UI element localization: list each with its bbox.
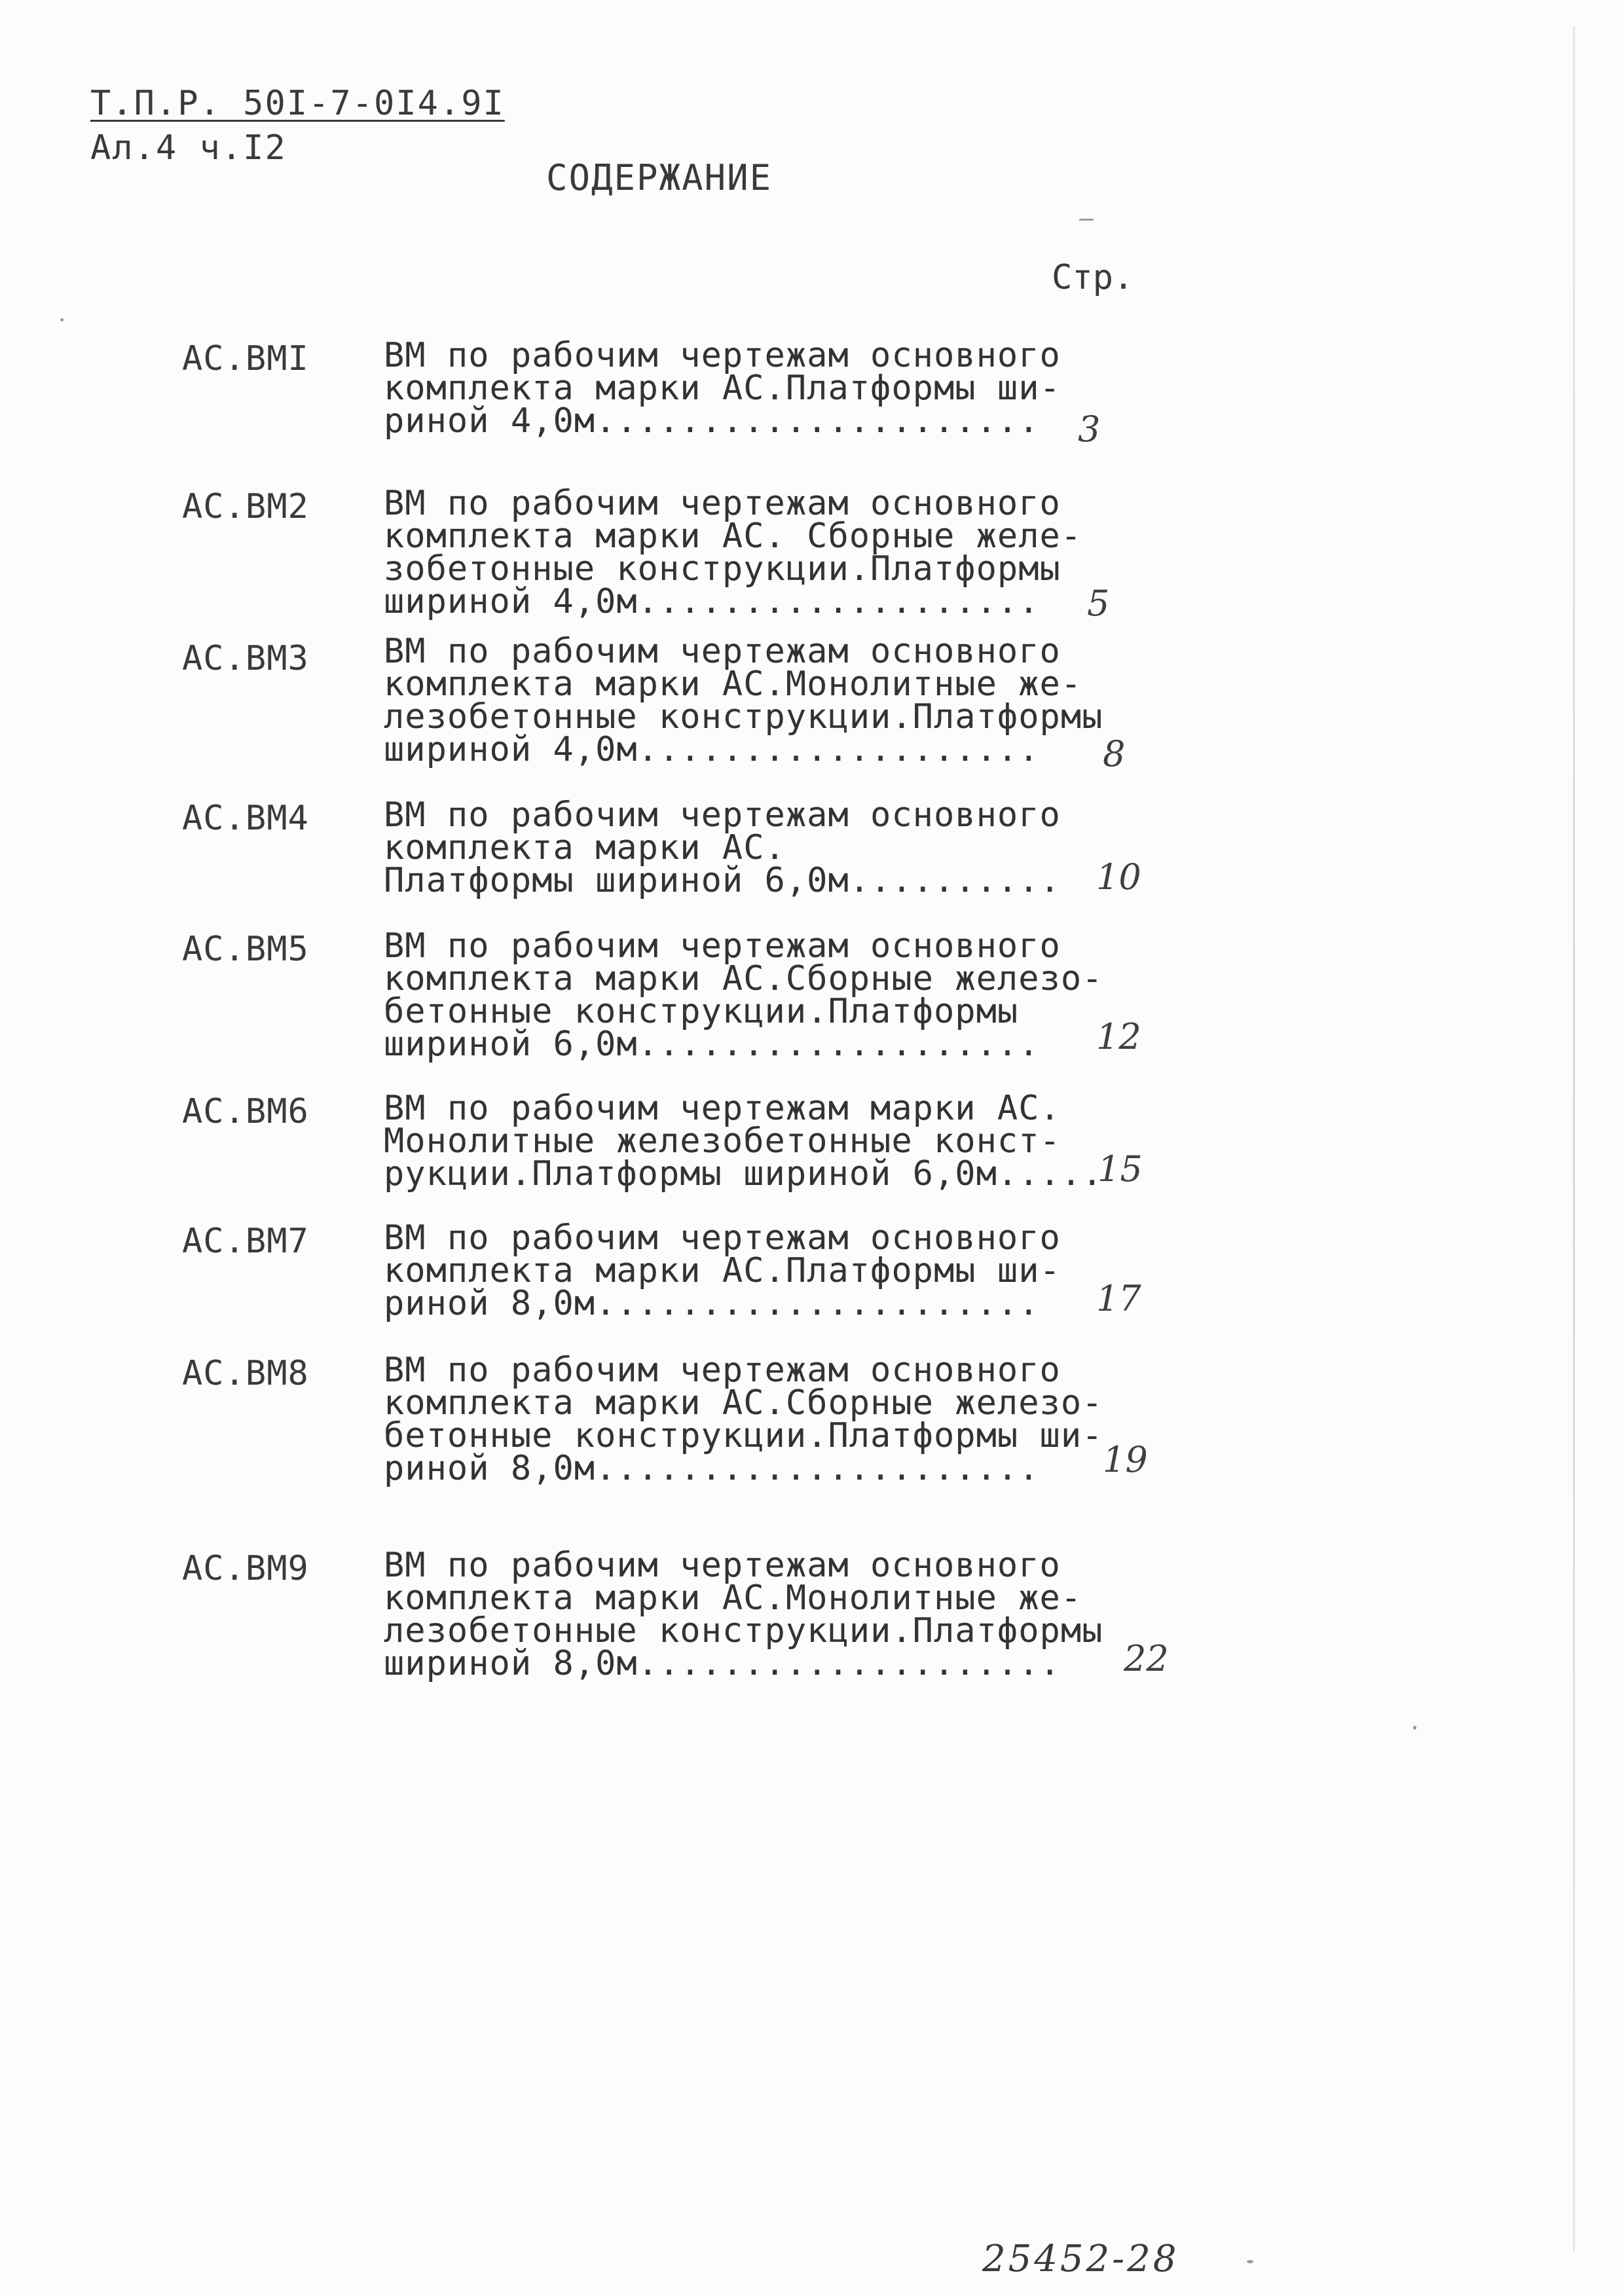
footer-number: 25452-28 — [982, 2238, 1179, 2280]
document-code: Т.П.Р. 50I-7-0I4.9I — [90, 84, 505, 123]
entry-description: ВМ по рабочим чертежам основного комплекта марки АС.Сборные железо- бетонные конструкции.Платформы ши- риной 8,0м..................... — [384, 1351, 1103, 1488]
scan-speck — [60, 318, 64, 321]
album-part: Ал.4 ч.I2 — [90, 128, 287, 168]
entry-code: АС.ВМ5 — [182, 930, 309, 969]
entry-code: АС.ВМ9 — [182, 1549, 309, 1588]
entry-code: АС.ВМ7 — [182, 1222, 309, 1261]
entry-page-number: 15 — [1098, 1148, 1143, 1190]
entry-code: АС.ВМ2 — [182, 487, 309, 526]
entry-description: ВМ по рабочим чертежам основного комплекта марки АС. Сборные желе- зобетонные конструкции.Платформы шириной 4,0м................... — [384, 484, 1082, 621]
entry-description: ВМ по рабочим чертежам основного комплекта марки АС.Монолитные же- лезобетонные конструкции.Платформы шириной 8,0м.................... — [384, 1546, 1103, 1683]
entry-page-number: 3 — [1078, 409, 1101, 450]
entry-page-number: 5 — [1087, 583, 1110, 624]
entry-page-number: 8 — [1103, 733, 1126, 774]
page-column-label: Стр. — [1052, 258, 1134, 297]
entry-description: ВМ по рабочим чертежам основного комплекта марки АС.Монолитные же- лезобетонные конструкции.Платформы шириной 4,0м................... — [384, 632, 1103, 769]
entry-page-number: 12 — [1096, 1016, 1141, 1057]
entry-description: ВМ по рабочим чертежам основного комплекта марки АС.Платформы ши- риной 4,0м..................... — [384, 336, 1061, 441]
entry-code: АС.ВМI — [182, 339, 309, 378]
entry-code: АС.ВМ4 — [182, 799, 309, 838]
entry-page-number: 22 — [1124, 1638, 1169, 1679]
entry-page-number: 10 — [1096, 856, 1141, 898]
entry-page-number: 17 — [1096, 1278, 1141, 1319]
entry-description: ВМ по рабочим чертежам основного комплекта марки АС. Платформы шириной 6,0м.......... — [384, 795, 1061, 900]
scan-edge-line — [1573, 26, 1575, 2252]
entry-code: АС.ВМ3 — [182, 639, 309, 678]
page-title: СОДЕРЖАНИЕ — [546, 157, 773, 198]
entry-page-number: 19 — [1103, 1439, 1148, 1480]
scan-speck — [1413, 1726, 1416, 1730]
entry-description: ВМ по рабочим чертежам основного комплекта марки АС.Платформы ши- риной 8,0м..................... — [384, 1218, 1061, 1323]
entry-description: ВМ по рабочим чертежам марки АС. Монолитные железобетонные конст- рукции.Платформы шириной 6,0м..... — [384, 1089, 1103, 1194]
scan-speck — [1247, 2260, 1253, 2263]
entry-code: АС.ВМ6 — [182, 1092, 309, 1131]
scan-speck — [1079, 219, 1094, 221]
entry-description: ВМ по рабочим чертежам основного комплекта марки АС.Сборные железо- бетонные конструкции.Платформы шириной 6,0м................... — [384, 926, 1103, 1064]
entry-code: АС.ВМ8 — [182, 1354, 309, 1393]
